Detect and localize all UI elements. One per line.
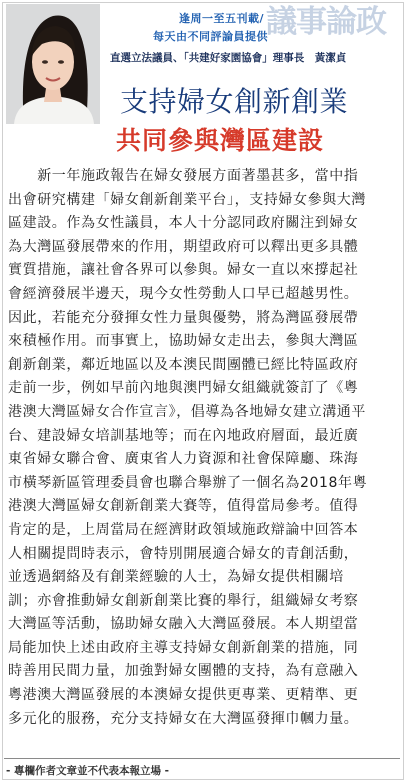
body-line: 局能加快上述由政府主導支持婦女創新創業的措施，同 [8, 639, 359, 656]
article-body [8, 165, 400, 731]
contributor-note: 每天由不同評論員提供 [153, 30, 268, 43]
author-byline: 直選立法議員、「共建好家園協會」理事長 黃潔貞 [110, 52, 347, 64]
author-portrait-icon [6, 4, 100, 124]
body-line: 並透過網絡及有創業經驗的人士，為婦女提供相關培 [8, 569, 344, 586]
body-line: 大灣區等活動，協助婦女融入大灣區發展。本人期望當 [8, 616, 359, 633]
column-name-watermark: 議事論政 [266, 4, 386, 40]
body-line: 港澳大灣區婦女創新創業大賽等，值得當局參考。值得 [8, 498, 359, 515]
body-line: 粵港澳大灣區發展的本澳婦女提供更專業、更精準、更 [8, 687, 359, 704]
body-line: 肯定的是，上周當局在經濟財政領域施政辯論中回答本 [8, 521, 359, 538]
portrait-drawing [6, 4, 100, 124]
body-line: 區建設。作為女性議員，本人十分認同政府關注到婦女 [8, 215, 359, 232]
body-line: 為大灣區發展帶來的作用，期望政府可以釋出更多具體 [8, 238, 359, 255]
body-line: 來積極作用。而事實上，協助婦女走出去，參與大灣區 [8, 333, 359, 350]
body-line: 因此，若能充分發揮女性力量與優勢，將為灣區發展帶 [8, 309, 359, 326]
body-line: 人相關提問時表示，會特別開展適合婦女的青創活動， [8, 545, 359, 562]
body-line: 東省婦女聯合會、廣東省人力資源和社會保障廳、珠海 [8, 451, 359, 468]
body-line: 時善用民間力量，加強對婦女團體的支持，為有意融入 [8, 663, 359, 680]
body-line: 台、建設婦女培訓基地等；而在內地政府層面，最近廣 [8, 427, 359, 444]
article-subtitle: 共同參與灣區建設 [116, 126, 325, 155]
body-line: 訓；亦會推動婦女創新創業比賽的舉行，組織婦女考察 [8, 592, 359, 609]
body-line: 港澳大灣區婦女合作宣言》，倡導為各地婦女建立溝通平 [8, 403, 366, 420]
footer-disclaimer: - 專欄作者文章並不代表本報立場 - [6, 765, 170, 777]
body-line: 走前一步，例如早前內地與澳門婦女組織就簽訂了《粵 [8, 380, 359, 397]
body-line: 市橫琴新區管理委員會也聯合舉辦了一個名為2018年粵 [8, 474, 368, 491]
body-line: 創新創業，鄰近地區以及本澳民間團體已經比特區政府 [8, 356, 359, 373]
body-line: 實質措施，讓社會各界可以參與。婦女一直以來撐起社 [8, 262, 359, 279]
body-line: 會經濟發展半邊天，現今女性勞動人口早已超越男性。 [8, 285, 359, 302]
article-title: 支持婦女創新創業 [120, 85, 349, 118]
publication-schedule-note: 逢周一至五刊載/ [178, 12, 264, 25]
footer-divider [4, 758, 400, 759]
body-line: 多元化的服務，充分支持婦女在大灣區發揮巾幗力量。 [8, 710, 359, 727]
body-line: 新一年施政報告在婦女發展方面著墨甚多，當中指 [8, 168, 359, 184]
body-line: 出會研究構建「婦女創新創業平台」，支持婦女參與大灣 [8, 191, 366, 208]
